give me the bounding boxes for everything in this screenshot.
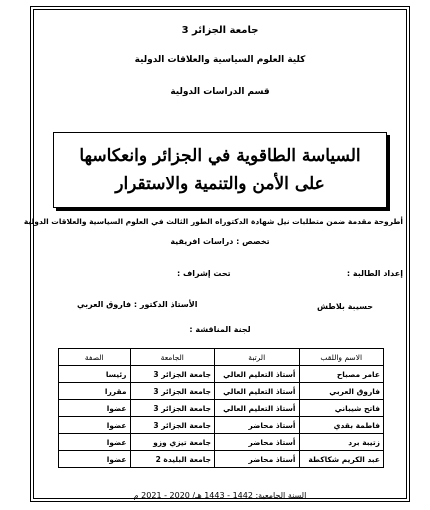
jury-rank-cell: أستاذ التعليم العالي	[215, 400, 300, 417]
page-border	[23, 6, 410, 502]
jury-rank-cell: أستاذ التعليم العالي	[215, 366, 300, 383]
jury-rank-cell: أستاذ محاضر	[215, 417, 300, 434]
specialty: تخصص : دراسات افريقية	[170, 237, 270, 246]
jury-name-cell: عامر مصباح	[299, 366, 384, 383]
jury-role-cell: عضوا	[59, 417, 131, 434]
supervisor-name: الأستاذ الدكتور : فاروق العربي	[77, 300, 198, 309]
col-header-name: الاسم واللقب	[299, 349, 384, 366]
jury-name-cell: فاطمة بقدي	[299, 417, 384, 434]
jury-rank-cell: أستاذ التعليم العالي	[215, 383, 300, 400]
supervisor-label: تحت إشراف :	[177, 269, 231, 278]
col-header-rank: الرتبة	[215, 349, 300, 366]
jury-university-cell: جامعة الجزائر 3	[130, 366, 215, 383]
jury-name-cell: فاروق العربي	[299, 383, 384, 400]
department-name: قسم الدراسات الدولية	[170, 87, 270, 97]
jury-name-cell: عبد الكريم شكاكطة	[299, 451, 384, 468]
table-row	[59, 366, 384, 383]
thesis-note: أطروحة مقدمة ضمن متطلبات نيل شهادة الدكتوراه الطور الثالث في العلوم السياسية والعلاقات الدولية	[23, 217, 403, 226]
jury-university-cell: جامعة الجزائر 3	[130, 383, 215, 400]
faculty-name: كلية العلوم السياسية والعلاقات الدولية	[134, 55, 306, 65]
jury-role-cell: رئيسا	[59, 366, 131, 383]
jury-rank-cell: أستاذ محاضر	[215, 434, 300, 451]
jury-rank-cell: أستاذ محاضر	[215, 451, 300, 468]
col-header-university: الجامعة	[130, 349, 215, 366]
jury-table	[58, 348, 384, 468]
jury-university-cell: جامعة الجزائر 3	[130, 400, 215, 417]
table-row	[59, 451, 384, 468]
jury-university-cell: جامعة الجزائر 3	[130, 417, 215, 434]
jury-table-header-row	[59, 349, 384, 366]
jury-role-cell: مقررا	[59, 383, 131, 400]
jury-name-cell: زتيبة برد	[299, 434, 384, 451]
jury-name-cell: فاتح شيباني	[299, 400, 384, 417]
student-name: حسيبة بلاطش	[317, 302, 373, 311]
jury-title: لجنة المناقشة :	[189, 325, 251, 334]
jury-role-cell: عضوا	[59, 434, 131, 451]
thesis-title: السياسة الطاقوية في الجزائر وانعكاسها على الأمن والتنمية والاستقرار	[79, 146, 361, 194]
table-row	[59, 400, 384, 417]
table-row	[59, 434, 384, 451]
jury-university-cell: جامعة تيزي وزو	[130, 434, 215, 451]
prepared-by-label: إعداد الطالبة :	[346, 269, 403, 278]
table-row	[59, 417, 384, 434]
thesis-title-box	[53, 132, 387, 208]
university-name: جامعة الجزائر 3	[181, 25, 259, 36]
table-row	[59, 383, 384, 400]
col-header-role: الصفة	[59, 349, 131, 366]
jury-role-cell: عضوا	[59, 451, 131, 468]
jury-university-cell: جامعة البليدة 2	[130, 451, 215, 468]
academic-year: السنة الجامعية: 1442 - 1443 هـ/ 2020 - 2021 م	[133, 491, 307, 500]
jury-role-cell: عضوا	[59, 400, 131, 417]
